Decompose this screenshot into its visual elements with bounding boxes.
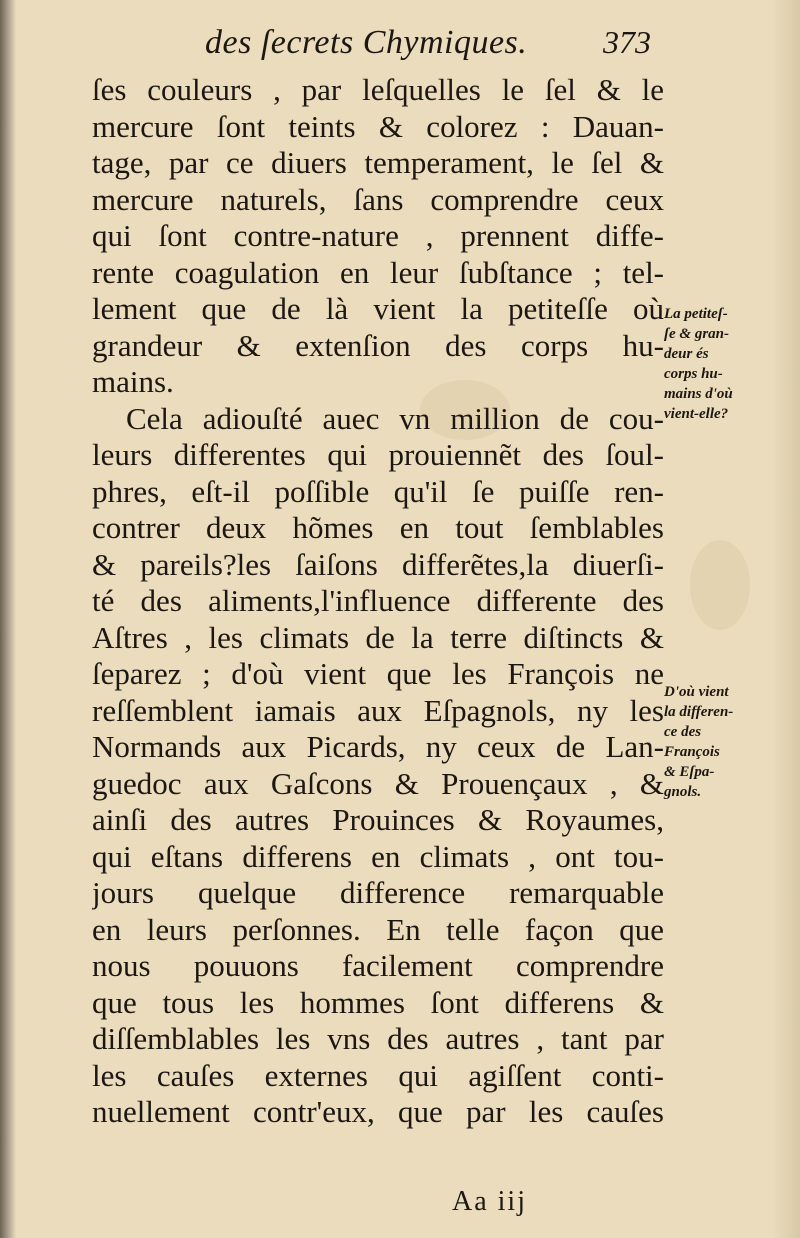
text-line: mercure naturels, ſans comprendre ceux (92, 181, 664, 217)
text-line: qui eſtans differens en climats , ont tou- (92, 838, 664, 874)
margin-note-line: & Eſpa- (664, 764, 715, 780)
text-line: ſes couleurs , par leſquelles le ſel & le (92, 72, 664, 107)
signature-mark: Aa iij (452, 1186, 527, 1217)
text-line: té des aliments,l'influence differente des (92, 583, 664, 618)
text-line: diſſemblables les vns des autres , tant par (92, 1021, 664, 1056)
body-text (92, 72, 664, 1131)
text-line: ſeparez ; d'où vient que les François ne (92, 656, 664, 691)
margin-note-line: La petiteſ- (664, 306, 728, 322)
text-line: nous pouuons facilement comprendre (92, 948, 664, 983)
text-line: mercure ſont teints & colorez : Dauan- (92, 108, 664, 144)
text-line: qui ſont contre-nature , prennent diffe- (92, 218, 664, 253)
margin-note-line: ſe & gran- (664, 326, 729, 342)
text-line: jours quelque difference remarquable (92, 875, 664, 910)
running-title: des ſecrets Chymiques. (205, 24, 528, 61)
text-line: ainſi des autres Prouinces & Royaumes, (92, 802, 664, 837)
margin-note-line: François (664, 744, 720, 760)
margin-note-french-spanish (664, 682, 784, 802)
text-line: contrer deux hõmes en tout ſemblables (92, 510, 664, 545)
page-number: 373 (603, 24, 651, 60)
text-line: reſſemblent iamais aux Eſpagnols, ny les (92, 692, 664, 728)
margin-note-line: la differen- (664, 704, 734, 720)
margin-note-line: deur és (664, 346, 709, 362)
text-line: & pareils?les ſaiſons differẽtes,la diuerſi- (92, 546, 664, 582)
margin-note-line: ce des (664, 724, 702, 740)
text-line: Aſtres , les climats de la terre diſtincts & (92, 619, 664, 655)
text-line: Normands aux Picards, ny ceux de Lan- (92, 729, 664, 764)
text-line: nuellement contr'eux, que par les cauſes (92, 1094, 664, 1129)
paper-stain (690, 540, 750, 630)
margin-note-line: corps hu- (664, 366, 723, 382)
page-header (0, 18, 800, 68)
page-edge (772, 0, 800, 1238)
text-line: grandeur & extenſion des corps hu- (92, 327, 664, 363)
text-line: mains. (92, 364, 174, 399)
margin-note-line: mains d'où (664, 386, 733, 402)
text-line: les cauſes externes qui agiſſent conti- (92, 1057, 664, 1093)
margin-note-line: D'où vient (664, 684, 729, 700)
margin-note-line: vient-elle? (664, 406, 729, 422)
paragraph-first-line: Cela adiouſté auec vn million de cou- (126, 400, 664, 436)
text-line: phres, eſt-il poſſible qu'il ſe puiſſe ren- (92, 473, 664, 509)
margin-note-line: gnols. (664, 784, 702, 800)
text-line: rente coagulation en leur ſubſtance ; tel- (92, 254, 664, 290)
binding-gutter-shadow (0, 0, 16, 1238)
text-line: lement que de là vient la petiteſſe où (92, 291, 664, 326)
text-line: que tous les hommes ſont differens & (92, 984, 664, 1020)
text-line: tage, par ce diuers temperament, le ſel & (92, 145, 664, 180)
text-line: guedoc aux Gaſcons & Prouençaux , & (92, 765, 664, 801)
text-line: en leurs perſonnes. En telle façon que (92, 911, 664, 947)
text-line: leurs differentes qui prouiennẽt des ſoul- (92, 437, 664, 472)
margin-note-size-of-bodies (664, 304, 784, 424)
